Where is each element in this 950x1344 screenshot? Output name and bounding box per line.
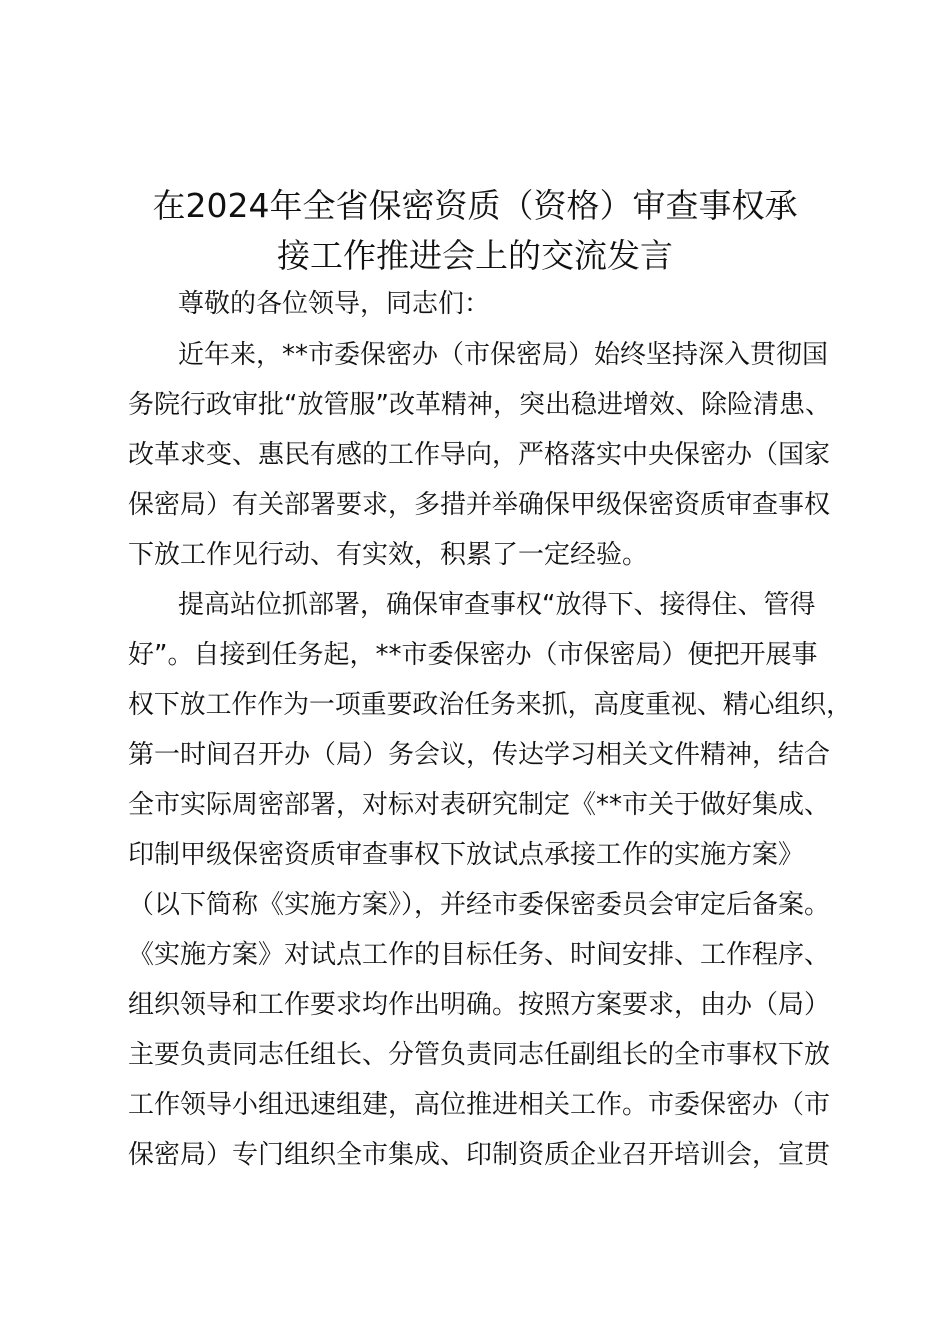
body-line: 保密局）专门组织全市集成、印制资质企业召开培训会，宣贯: [128, 1140, 831, 1170]
body-line: 全市实际周密部署，对标对表研究制定《**市关于做好集成、: [128, 790, 831, 820]
document-title-line-2: 接工作推进会上的交流发言: [277, 236, 673, 275]
body-line: 组织领导和工作要求均作出明确。按照方案要求，由办（局）: [128, 990, 831, 1020]
body-line: 主要负责同志任组长、分管负责同志任副组长的全市事权下放: [128, 1040, 831, 1070]
body-line: 提高站位抓部署，确保审查事权“放得下、接得住、管得: [178, 590, 816, 620]
body-line: 印制甲级保密资质审查事权下放试点承接工作的实施方案》: [128, 840, 805, 870]
salutation: 尊敬的各位领导，同志们：: [178, 289, 491, 319]
body-line: 好”。自接到任务起，**市委保密办（市保密局）便把开展事: [128, 640, 818, 670]
body-line: 保密局）有关部署要求，多措并举确保甲级保密资质审查事权: [128, 490, 831, 520]
body-line: （以下简称《实施方案》），并经市委保密委员会审定后备案。: [128, 890, 831, 920]
body-line: 改革求变、惠民有感的工作导向，严格落实中央保密办（国家: [128, 440, 831, 470]
body-line: 《实施方案》对试点工作的目标任务、时间安排、工作程序、: [128, 940, 831, 970]
body-line: 第一时间召开办（局）务会议，传达学习相关文件精神，结合: [128, 740, 831, 770]
body-line: 权下放工作作为一项重要政治任务来抓，高度重视、精心组织，: [128, 690, 853, 720]
body-line: 近年来，**市委保密办（市保密局）始终坚持深入贯彻国: [178, 340, 829, 370]
body-line: 务院行政审批“放管服”改革精神，突出稳进增效、除险清患、: [128, 390, 831, 420]
document-title-line-1: 在2024年全省保密资质（资格）审查事权承: [152, 186, 798, 225]
body-line: 工作领导小组迅速组建，高位推进相关工作。市委保密办（市: [128, 1090, 831, 1120]
body-line: 下放工作见行动、有实效，积累了一定经验。: [128, 540, 649, 570]
